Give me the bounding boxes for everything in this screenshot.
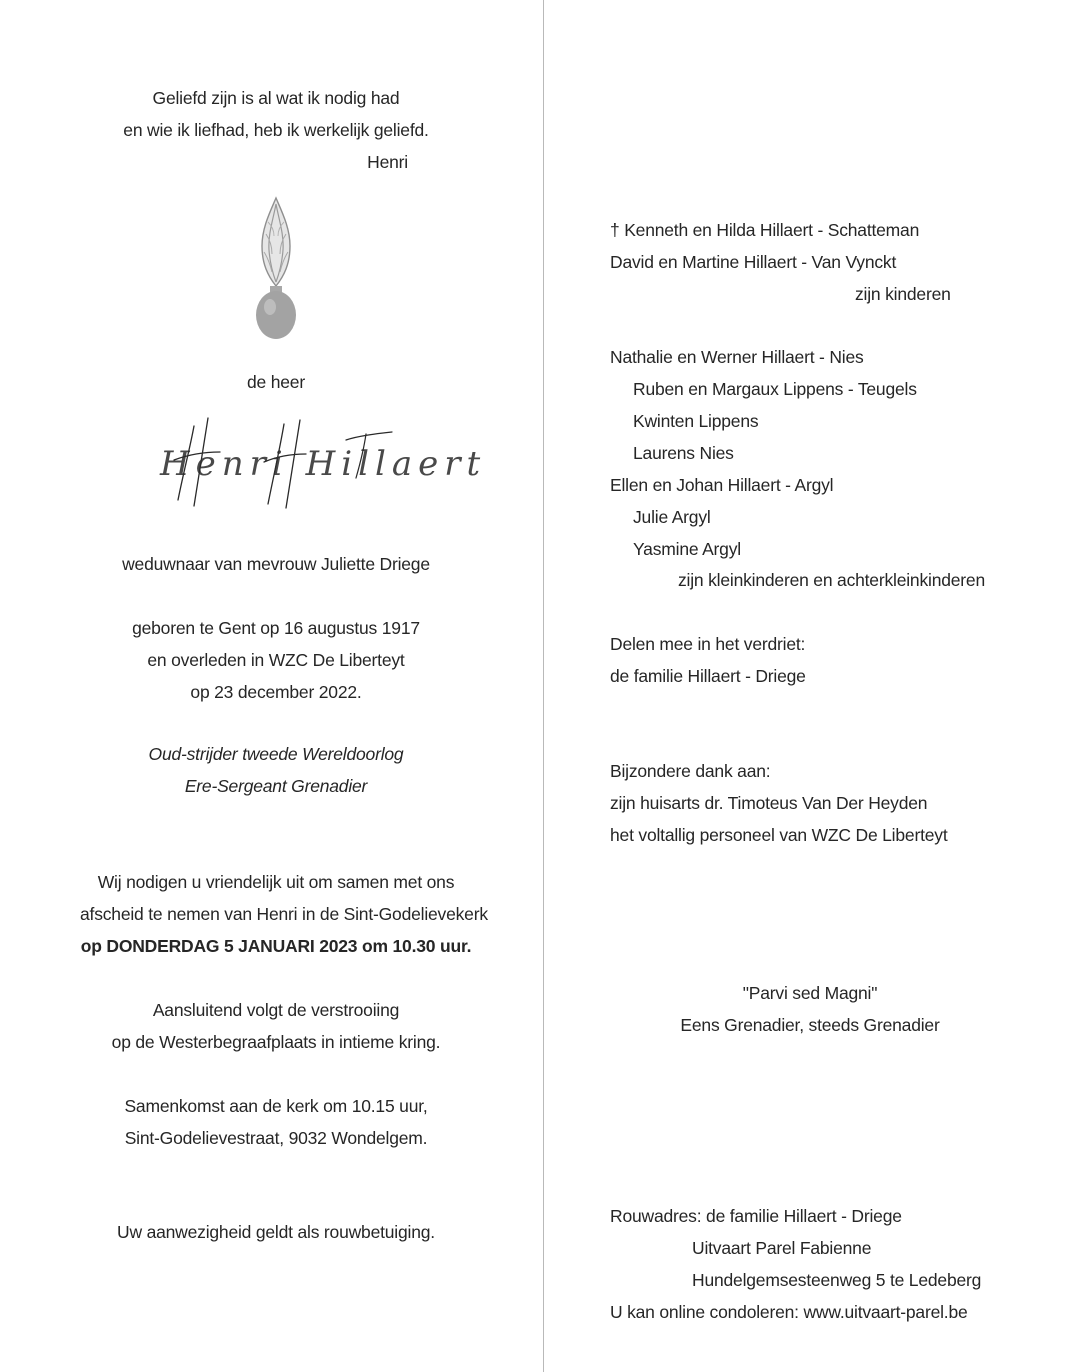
scattering-line-2: op de Westerbegraafplaats in intieme kring. — [111, 1032, 441, 1052]
signature — [160, 408, 487, 518]
widower-block — [80, 548, 472, 580]
children-label: zijn kinderen — [855, 284, 951, 304]
thanks-line-3: het voltallig personeel van WZC De Liberteyt — [610, 825, 948, 845]
born-line: geboren te Gent op 16 augustus 1917 — [132, 618, 420, 638]
honors-line-2: Ere-Sergeant Grenadier — [184, 776, 368, 796]
great-grandchild-1: Ruben en Margaux Lippens - Teugels — [633, 379, 917, 399]
salutation-block — [80, 366, 472, 398]
scattering-line-1: Aansluitend volgt de verstrooiing — [152, 1000, 400, 1020]
scattering-block — [80, 994, 472, 1058]
invitation-date-line: op DONDERDAG 5 JANUARI 2023 om 10.30 uur. — [80, 936, 472, 956]
grandchild-1: Nathalie en Werner Hillaert - Nies — [610, 347, 864, 367]
honors-block — [80, 738, 472, 802]
quote-line-1: Geliefd zijn is al wat ik nodig had — [152, 88, 400, 108]
widower-line: weduwnaar van mevrouw Juliette Driege — [122, 554, 430, 574]
quote-author: Henri — [367, 152, 408, 172]
closing-left-block — [80, 1216, 472, 1248]
great-grandchild-4: Julie Argyl — [633, 507, 711, 527]
great-grandchild-2: Kwinten Lippens — [633, 411, 759, 431]
gathering-line-1: Samenkomst aan de kerk om 10.15 uur, — [124, 1096, 428, 1116]
thanks-line-2: zijn huisarts dr. Timoteus Van Der Heyden — [610, 793, 928, 813]
invitation-line-2: afscheid te nemen van Henri in de Sint-Godelievekerk — [80, 904, 488, 924]
great-grandchild-5: Yasmine Argyl — [633, 539, 741, 559]
quote-line-2: en wie ik liefhad, heb ik werkelijk geliefd. — [123, 120, 429, 140]
invitation-line-1: Wij nodigen u vriendelijk uit om samen met ons — [97, 872, 455, 892]
motto-line-1: "Parvi sed Magni" — [742, 983, 878, 1003]
address-line-1: Rouwadres: de familie Hillaert - Driege — [610, 1206, 902, 1226]
address-line-3: Hundelgemsesteenweg 5 te Ledeberg — [692, 1270, 982, 1290]
thanks-line-1: Bijzondere dank aan: — [610, 761, 771, 781]
family-line-1: Delen mee in het verdriet: — [610, 634, 806, 654]
closing-left: Uw aanwezigheid geldt als rouwbetuiging. — [117, 1222, 435, 1242]
gathering-line-2: Sint-Godelievestraat, 9032 Wondelgem. — [124, 1128, 428, 1148]
fold-line — [543, 0, 544, 1372]
honors-line-1: Oud-strijder tweede Wereldoorlog — [148, 744, 404, 764]
died-place-line: en overleden in WZC De Liberteyt — [147, 650, 405, 670]
child-1: † Kenneth en Hilda Hillaert - Schatteman — [610, 220, 920, 240]
grandchildren-label: zijn kleinkinderen en achterkleinkinderen — [678, 570, 985, 590]
address-line-4: U kan online condoleren: www.uitvaart-parel.be — [610, 1302, 968, 1322]
invitation-block — [80, 866, 488, 962]
opening-quote — [80, 82, 472, 178]
family-line-2: de familie Hillaert - Driege — [610, 666, 806, 686]
gathering-block — [80, 1090, 472, 1154]
life-dates — [80, 612, 472, 708]
address-line-2: Uitvaart Parel Fabienne — [692, 1238, 872, 1258]
died-date-line: op 23 december 2022. — [190, 682, 362, 702]
child-2: David en Martine Hillaert - Van Vynckt — [610, 252, 897, 272]
great-grandchild-3: Laurens Nies — [633, 443, 734, 463]
signature-text: Henri Hillaert — [160, 444, 487, 484]
grandchild-2: Ellen en Johan Hillaert - Argyl — [610, 475, 834, 495]
grenade-emblem-icon — [248, 194, 304, 344]
motto-line-2: Eens Grenadier, steeds Grenadier — [680, 1015, 940, 1035]
salutation: de heer — [247, 372, 305, 392]
